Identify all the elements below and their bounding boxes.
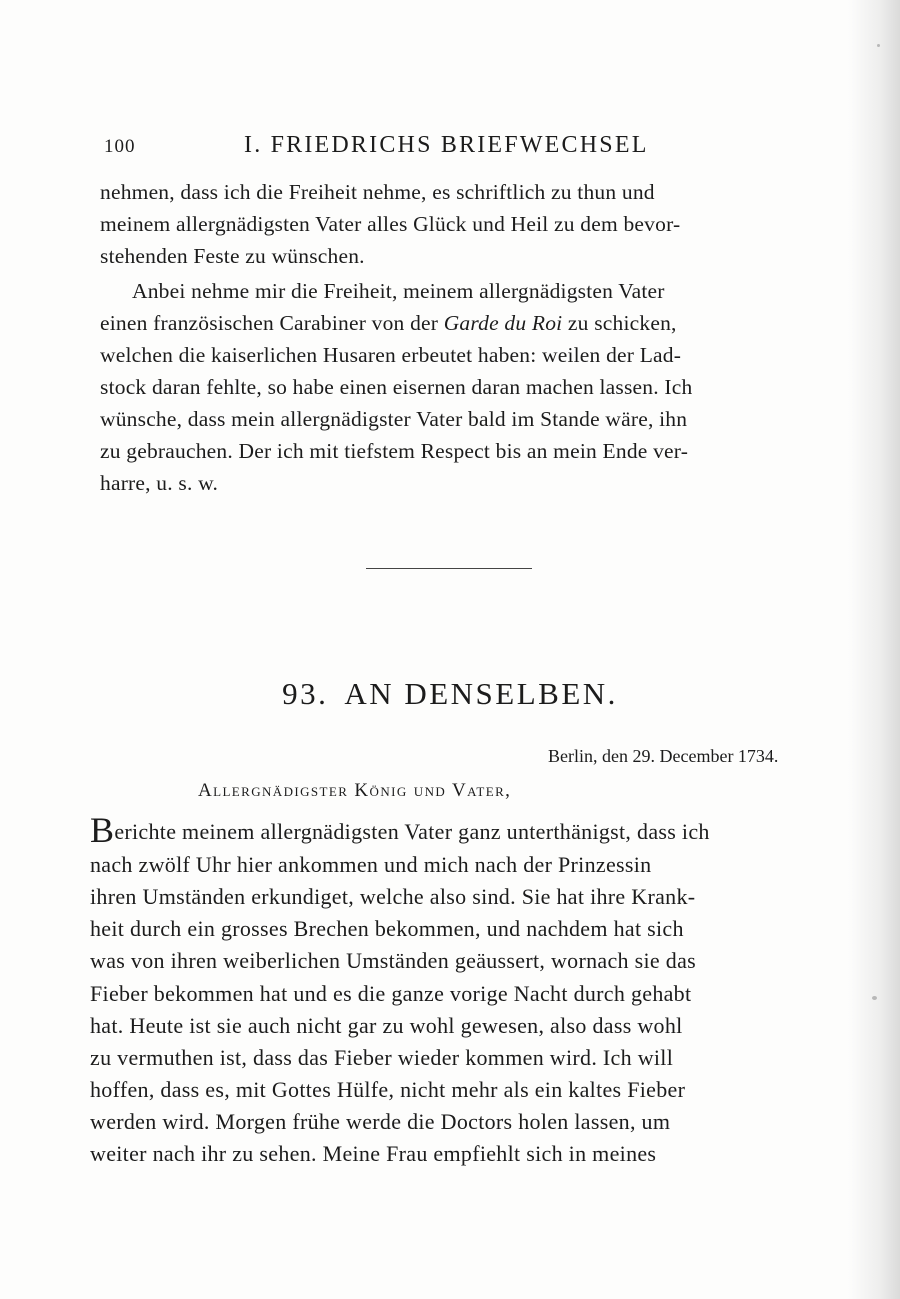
letter-dateline: Berlin, den 29. December 1734. <box>548 746 779 766</box>
text-line-with-italic <box>100 311 677 336</box>
text-line: meinem allergnädigsten Vater alles Glück und Heil zu dem bevor- <box>100 212 681 236</box>
text-line: wünsche, dass mein allergnädigster Vater bald im Stande wäre, ihn <box>100 407 688 431</box>
text-segment: zu schicken, <box>562 311 677 335</box>
page-number: 100 <box>104 136 136 157</box>
running-head: I. FRIEDRICHS BRIEFWECHSEL <box>244 132 649 158</box>
body-line: zu vermuthen ist, dass das Fieber wieder kommen wird. Ich will <box>90 1045 674 1070</box>
text-segment: erichte meinem allergnädigsten Vater ganz unterthänigst, dass ich <box>114 819 710 844</box>
body-line: ihren Umständen erkundiget, welche also sind. Sie hat ihre Krank- <box>90 884 696 909</box>
body-line: was von ihren weiberlichen Umständen geäussert, wornach sie das <box>90 948 696 973</box>
section-divider <box>366 568 532 569</box>
body-line: hoffen, dass es, mit Gottes Hülfe, nicht mehr als ein kaltes Fieber <box>90 1077 686 1102</box>
body-line: heit durch ein grosses Brechen bekommen, und nachdem hat sich <box>90 916 684 941</box>
text-line: welchen die kaiserlichen Husaren erbeutet haben: weilen der Lad- <box>100 343 682 367</box>
body-line: werden wird. Morgen frühe werde die Doctors holen lassen, um <box>90 1109 671 1134</box>
first-body-line <box>90 812 710 848</box>
body-line: hat. Heute ist sie auch nicht gar zu wohl gewesen, also dass wohl <box>90 1013 683 1038</box>
scan-speck <box>872 996 877 1000</box>
scan-speck <box>877 44 880 47</box>
page-header <box>104 132 704 162</box>
letter-heading <box>0 676 900 712</box>
scan-edge-shadow <box>848 0 900 1299</box>
letter-title: AN DENSELBEN. <box>344 676 618 711</box>
text-line: Anbei nehme mir die Freiheit, meinem allergnädigsten Vater <box>132 279 665 303</box>
text-line: zu gebrauchen. Der ich mit tiefstem Respect bis an mein Ende ver- <box>100 439 689 463</box>
text-line: harre, u. s. w. <box>100 471 219 495</box>
letter-salutation: Allergnädigster König und Vater, <box>198 780 512 801</box>
body-line: weiter nach ihr zu sehen. Meine Frau empfiehlt sich in meines <box>90 1141 657 1166</box>
text-segment: einen französischen Carabiner von der <box>100 311 444 335</box>
body-line: nach zwölf Uhr hier ankommen und mich nach der Prinzessin <box>90 852 652 877</box>
letter-number: 93. <box>282 676 329 711</box>
text-line: stock daran fehlte, so habe einen eisernen daran machen lassen. Ich <box>100 375 693 399</box>
text-line: nehmen, dass ich die Freiheit nehme, es schriftlich zu thun und <box>100 180 655 204</box>
body-line: Fieber bekommen hat und es die ganze vorige Nacht durch gehabt <box>90 981 692 1006</box>
drop-cap: B <box>90 810 115 850</box>
text-line: stehenden Feste zu wünschen. <box>100 244 365 268</box>
italic-phrase: Garde du Roi <box>443 311 563 335</box>
